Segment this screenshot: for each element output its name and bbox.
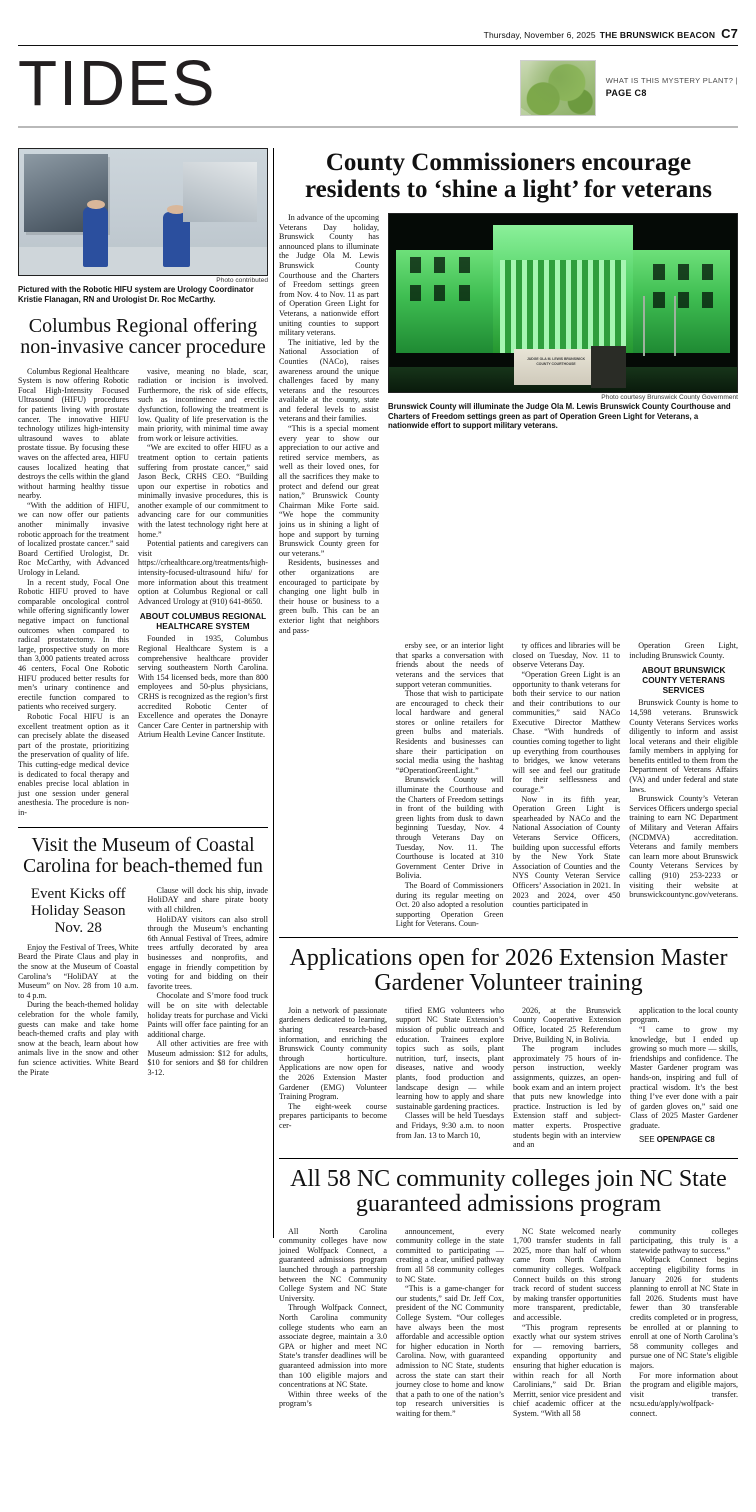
- paragraph: Operation Green Light, including Brunswick County.: [629, 641, 738, 660]
- right-column-zone: [279, 148, 738, 1418]
- gardener-col-2: [396, 1006, 504, 1150]
- museum-body: [18, 886, 268, 1078]
- paragraph: ty offices and libraries will be closed on Tuesday, Nov. 11 to observe Veterans Day.: [512, 641, 621, 670]
- courthouse-sign-text: JUDGE OLA M. LEWIS BRUNSWICK COUNTY COURTHOUSE: [526, 357, 586, 366]
- paragraph: In advance of the upcoming Veterans Day holiday, Brunswick County has announced plans to illuminate the Judge Ola M. Lewis Brunswick County Courthouse and the Charters of Freedom settings green from Nov. 4 to Nov. 11 as part of Operation Green Light for Veterans, a nationwide effort uniting counties to support military veterans.: [279, 213, 379, 338]
- paragraph: Through Wolfpack Connect, North Carolina community college students who earn an associate degree, maintain a 3.0 GPA or higher and meet NC State’s transfer deadlines will be guaranteed admission into more than 100 eligible majors and concentrations at NC State.: [279, 1303, 387, 1390]
- column-divider-vertical: [273, 148, 274, 1238]
- paragraph: Chocolate and S’more food truck will be on site with delectable holiday treats for purchase and Vicki Paints will offer face painting for an additional charge.: [147, 991, 268, 1039]
- paragraph: Brunswick County’s Veteran Services Officers undergo special training to earn NC Department of Military and Veteran Affairs (NCDMVA) accreditation. Veterans and family members can learn more about Brunswick County Veterans Services by calling (910) 253-2233 or visiting their website at brunswickcountync.gov/veterans.: [629, 794, 738, 900]
- folio-bar: [18, 0, 738, 41]
- gardener-col-3: [513, 1006, 621, 1150]
- paragraph: Classes will be held Tuesdays and Fridays, 9:30 a.m. to noon from Jan. 13 to March 10,: [396, 1111, 504, 1140]
- veterans-photo-block: [388, 213, 738, 635]
- paragraph: Potential patients and caregivers can visit https://crhealthcare.org/treatments/high-intensity-focused-ultrasound hifu/ for more information about this treatment option at Columbus Regional or call Advanced Urology at (910) 641-8650.: [138, 539, 268, 606]
- museum-col-1: [18, 886, 139, 1078]
- paragraph: The eight-week course prepares participants to become cer-: [279, 1101, 387, 1130]
- museum-headline: Visit the Museum of Coastal Carolina for beach-themed fun: [23, 835, 263, 878]
- colleges-section-rule: [279, 1158, 738, 1159]
- teaser-question: WHAT IS THIS MYSTERY PLANT? |: [605, 76, 738, 86]
- paragraph: NC State welcomed nearly 1,700 transfer students in fall 2025, more than half of whom came from North Carolina community colleges. Wolfpack Connect builds on this strong track record of student success by making transfer opportunities more transparent, predictable, and accessible.: [513, 1226, 621, 1322]
- masthead-rule: [18, 126, 738, 128]
- paragraph: “This is a special moment every year to show our appreciation to our active and retired service members, as well as their loved ones, for all the sacrifices they make to protect and defend our great nation,” Brunswick County Chairman Mike Forte said. “We hope the community joins us in shining a light of hope and support by turning Brunswick County green for our veterans.”: [279, 424, 379, 558]
- veterans-col-1-cont: [279, 641, 387, 929]
- jump-target: OPEN/PAGE C8: [656, 1134, 715, 1144]
- hifu-col-2: [138, 367, 268, 818]
- gardener-body: [279, 1006, 738, 1150]
- photo-figure-technician: [83, 207, 108, 267]
- courthouse-sign: [514, 349, 598, 385]
- paragraph: Clause will dock his ship, invade HoliDAY and share pirate booty with all children.: [147, 885, 268, 914]
- paragraph: 2026, at the Brunswick County Cooperative Extension Office, located 25 Referendum Drive, Building N, in Bolivia.: [513, 1005, 621, 1044]
- hifu-col-1: [18, 367, 129, 818]
- paragraph: announcement, every community college in the state committed to participating — creating a clear, unified pathway from all 58 community colleges to NC State.: [396, 1226, 504, 1284]
- gardener-headline: Applications open for 2026 Extension Master Gardener Volunteer training: [289, 944, 728, 997]
- paragraph: “This is a game-changer for our students,” said Dr. Jeff Cox, president of the NC Community College System. “Our colleges have always been the most affordable and accessible option for higher education in North Carolina. Now, with guaranteed admission to NC State, students across the state can start their journey close to home and know that a path to one of the nation’s top research universities is waiting for them.”: [396, 1284, 504, 1418]
- paragraph: In a recent study, Focal One Robotic HIFU proved to have comparable oncological control while offering significantly lower negative impact on functional outcomes when compared to radical prostatectomy. In this large, prospective study on more than 3,000 patients treated across 46 centers, Focal One Robotic HIFU produced better results for men’s urinary continence and erectile function compared to patients who received surgery.: [18, 577, 130, 712]
- hifu-body: [18, 367, 268, 818]
- mystery-plant-teaser[interactable]: [520, 46, 738, 116]
- veterans-col-1: [279, 213, 379, 635]
- paragraph: “With the addition of HIFU, we can now offer our patients another minimally invasive robotic approach for the treatment of localized prostate cancer.” said Board Certified Urologist, Dr. Roc McCarthy, with Advanced Urology in Leland.: [18, 500, 130, 578]
- paragraph: “This program represents exactly what our system strives for — removing barriers, expanding opportunity and ensuring that higher education is within reach for all North Carolinians,” said Dr. Brian Merritt, senior vice president and chief academic officer at the System. “With all 58: [513, 1322, 621, 1418]
- paragraph: Robotic Focal HIFU is an excellent treatment option as it can precisely ablate the diseased part of the prostate, prioritizing the preservation of quality of life. This cutting-edge medical device is dedicated to focal therapy and enables precise local ablation in just one session under general anesthesia. The procedure is non-in-: [18, 711, 130, 817]
- paragraph: Within three weeks of the program’s: [279, 1389, 387, 1409]
- paragraph: Now in its fifth year, Operation Green Light is spearheaded by NACo and the National Association of County Veterans Service Officers, building upon successful efforts by the New York State Association of Counties and the NYS County Veteran Service Officers’ Association in 2021. In 2023 and 2024, over 450 counties participated in: [512, 794, 621, 910]
- paragraph: The Board of Commissioners during its regular meeting on Oct. 20 also adopted a resolution supporting Operation Green Light for Veterans. Coun-: [395, 880, 504, 929]
- veterans-col-4: [629, 641, 738, 929]
- paragraph: During the beach-themed holiday celebration for the whole family, guests can make and take home beach-themed crafts and play with snow at the beach, learn about how animals live in the snow and other fun science activities. White Beard the Pirate: [18, 1000, 139, 1077]
- folio-date: Thursday, November 6, 2025: [483, 30, 596, 40]
- green-courthouse-photo: [388, 213, 738, 393]
- mystery-plant-photo: [520, 60, 596, 116]
- section-title: TIDES: [18, 47, 217, 119]
- veterans-lower-columns: [279, 641, 738, 929]
- section-masthead: [18, 46, 738, 124]
- museum-col-2: [148, 886, 269, 1078]
- paragraph: application to the local county program.: [630, 1005, 738, 1025]
- museum-section-rule: [18, 827, 268, 828]
- hifu-photo-credit: Photo contributed: [216, 277, 268, 284]
- gardener-col-1: [279, 1006, 387, 1150]
- teaser-page-ref: PAGE C8: [605, 87, 647, 98]
- paragraph: community colleges participating, this truly is a statewide pathway to success.”: [630, 1226, 738, 1255]
- paragraph: Those that wish to participate are encouraged to check their local hardware and general stores or online retailers for green bulbs and materials. Residents and businesses can share their participation on social media using the hashtag “#OperationGreenLight.”: [395, 689, 504, 775]
- veterans-photo-credit: Photo courtesy Brunswick County Government: [601, 394, 738, 401]
- hifu-photo-caption: Pictured with the Robotic HIFU system are Urology Coordinator Kristie Flanagan, RN and Urologist Dr. Roc McCarthy.: [18, 285, 254, 304]
- left-column-zone: [18, 148, 268, 1078]
- veterans-photo-caption: Brunswick County will illuminate the Judge Ola M. Lewis Brunswick County Courthouse and Charters of Freedom settings green as part of Operation Green Light for Veterans, a nationwide effort to support military veterans.: [388, 402, 731, 431]
- gardener-section-rule: [279, 937, 738, 938]
- paragraph: Founded in 1935, Columbus Regional Healthcare System is a comprehensive healthcare provider serving southeastern North Carolina. With 154 licensed beds, more than 800 employees and 50-plus physicians, CRHS is recognized as the region’s first accredited Robotic Center of Excellence and operates the Donayre Cancer Care Center in partnership with Atrium Health Levine Cancer Institute.: [138, 634, 268, 740]
- veterans-headline: County Commissioners encourage residents to ‘shine a light’ for veterans: [305, 149, 712, 203]
- paragraph: “Operation Green Light is an opportunity to thank veterans for both their service to our nation and their contributions to our communities,” said NACo Executive Director Matthew Chase. “With hundreds of counties coming together to light up everything from courthouses to bridges, we know veterans will see and feel our gratitude for their selflessness and courage.”: [512, 669, 621, 795]
- folio-paper-name: THE BRUNSWICK BEACON: [599, 30, 716, 40]
- hifu-headline: Columbus Regional offering non-invasive cancer procedure: [20, 315, 266, 359]
- paragraph: For more information about the program and eligible majors, visit transfer. ncsu.edu/apply/wolfpack-connect.: [630, 1370, 738, 1418]
- paragraph: Brunswick County is home to 14,598 veterans. Brunswick County Veterans Services works diligently to inform and assist local veterans and their eligible family members in applying for benefits entitled to them from the Department of Veterans Affairs (VA) and under federal and state laws.: [629, 698, 738, 794]
- colleges-col-2: [396, 1227, 504, 1419]
- veterans-col-2: [396, 641, 504, 929]
- folio-page-number: C7: [721, 26, 738, 41]
- veterans-top-block: [279, 213, 738, 635]
- paragraph: Columbus Regional Healthcare System is now offering Robotic Focal High-Intensity Focused Ultrasound (HIFU) procedures for patients living with prostate cancer. The innovative HIFU technology utilizes high-intensity ultrasound waves to ablate prostate tissue. By focusing these waves on the affected area, HIFU causes localized heating that destroys the cells within the gland without harming healthy tissue nearby.: [18, 366, 130, 501]
- colleges-col-1: [279, 1227, 387, 1419]
- paragraph: All other activities are free with Museum admission: $12 for adults, $10 for seniors and $8 for children 3-12.: [147, 1039, 268, 1078]
- paragraph: Enjoy the Festival of Trees, White Beard the Pirate Claus and play in the snow at the Museum of Coastal Carolina’s “HoliDAY at the Museum” on Nov. 28 from 10 a.m. to 4 p.m.: [18, 942, 139, 1000]
- hifu-subhead: ABOUT COLUMBUS REGIONAL HEALTHCARE SYSTEM: [139, 612, 267, 632]
- paragraph: “I came to grow my knowledge, but I ended up growing so much more — skills, friendships and confidence. The Master Gardener program was hands-on, inspiring and full of practical wisdom. It’s the best thing I’ve ever done with a pair of garden gloves on,” said one Class of 2025 Master Gardener graduate.: [630, 1025, 738, 1130]
- museum-deck: Event Kicks off Holiday Season Nov. 28: [30, 885, 126, 936]
- paragraph: “We are excited to offer HIFU as a treatment option to certain patients suffering from prostate cancer,” said Jason Beck, CRHS CEO. “Building upon our expertise in robotics and minimally invasive procedures, this is another example of our commitment to advancing care for our communities with the latest technology right here at home.”: [138, 443, 268, 539]
- colleges-col-4: [630, 1227, 738, 1419]
- paragraph: Wolfpack Connect begins accepting eligibility forms in January 2026 for students planning to enroll at NC State in fall 2026. Students must have fewer than 30 transferable credits completed or in progress, be enrolled at or planning to enroll at one of North Carolina’s 58 community colleges and pursue one of NC State’s eligible majors.: [630, 1255, 738, 1370]
- colleges-body: [279, 1227, 738, 1419]
- colleges-headline: All 58 NC community colleges join NC State guaranteed admissions program: [290, 1165, 727, 1218]
- hifu-operating-room-photo: [18, 148, 268, 276]
- paragraph: tified EMG volunteers who support NC State Extension’s mission of public outreach and education. Trainees explore topics such as soils, plant nutrition, turf, insects, plant diseases, native and woody plants, food production and landscape design — while learning how to apply and share sustainable gardening practices.: [396, 1005, 504, 1111]
- photo-figure-urologist: [163, 212, 190, 267]
- colleges-col-3: [513, 1227, 621, 1419]
- jump-prefix: SEE: [639, 1134, 657, 1144]
- gardener-col-4: [630, 1006, 738, 1150]
- paragraph: Residents, businesses and other organizations are encouraged to participate by changing one light bulb in their house or business to a green bulb. This can be an exterior light that neighbors and pass-: [279, 558, 379, 635]
- paragraph: Brunswick County will illuminate the Courthouse and the Charters of Freedom settings in front of the building with green lights from dusk to dawn beginning Tuesday, Nov. 4 through Veterans Day on Tuesday, Nov. 11. The Courthouse is located at 310 Government Center Drive in Bolivia.: [395, 775, 504, 881]
- paragraph: vasive, meaning no blade, scar, radiation or incision is involved. Furthermore, the risk of side effects, such as incontinence and erectile dysfunction, following the treatment is low. Quality of life preservation is the main priority, with minimal time away from work or leisure activities.: [138, 366, 268, 443]
- paragraph: All North Carolina community colleges have now joined Wolfpack Connect, a guaranteed admissions program launched through a partnership between the NC Community College System and NC State University.: [279, 1226, 387, 1303]
- veterans-col-3: [512, 641, 620, 929]
- veterans-subhead: ABOUT BRUNSWICK COUNTY VETERANS SERVICES: [641, 666, 726, 696]
- paragraph: ersby see, or an interior light that sparks a conversation with friends about the needs of veterans and the services that support veteran communities.: [395, 641, 504, 689]
- gardener-jump-line[interactable]: [630, 1135, 738, 1144]
- paragraph: HoliDAY visitors can also stroll through the Museum’s enchanting 6th Annual Festival of Trees, admire trees artfully decorated by area businesses and nonprofits, and engage in friendly competition by voting for and bidding on their favorite trees.: [147, 914, 268, 991]
- paragraph: Join a network of passionate gardeners dedicated to learning, sharing research-based information, and enriching the Brunswick County community through horticulture. Applications are now open for the 2026 Extension Master Gardener (EMG) Volunteer Training Program.: [279, 1005, 387, 1102]
- paragraph: The initiative, led by the National Association of Counties (NACo), raises awareness around the unique challenges faced by many veterans and the resources available at the county, state and federal levels to assist veterans and their families.: [279, 337, 379, 424]
- paragraph: The program includes approximately 75 hours of in-person instruction, weekly assignments, quizzes, an open-book exam and an intern project that puts new knowledge into practice. Instruction is led by Extension staff and subject-matter experts. Prospective students begin with an interview and an: [513, 1044, 621, 1150]
